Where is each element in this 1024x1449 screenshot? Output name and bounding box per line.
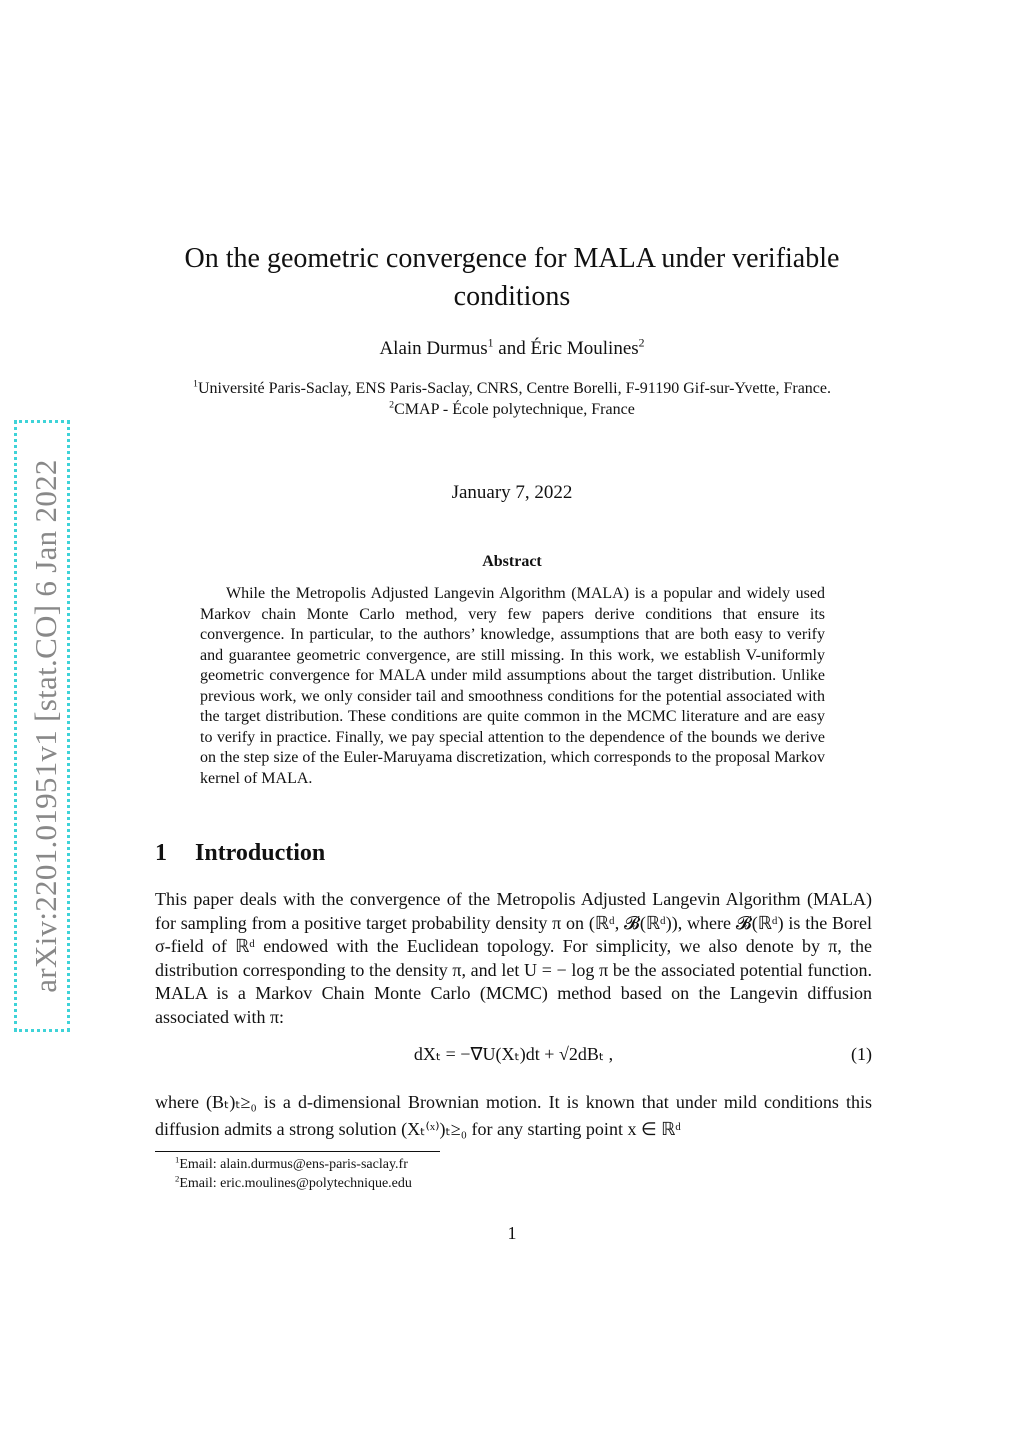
paper-date: January 7, 2022 [451, 482, 573, 503]
arxiv-stamp: arXiv:2201.01951v1 [stat.CO] 6 Jan 2022 [28, 459, 63, 993]
footnote-divider [155, 1151, 440, 1152]
author-mark: 2 [638, 336, 645, 350]
equation-number: (1) [851, 1044, 872, 1064]
section-number: 1 [155, 840, 167, 866]
affiliations [160, 378, 864, 420]
footnote [175, 1155, 412, 1174]
equation-1 [155, 1044, 872, 1070]
equation-body: dXₜ = −∇U(Xₜ)dt + √2dBₜ , [413, 1044, 614, 1064]
author-list [160, 338, 864, 360]
intro-paragraph-1: This paper deals with the convergence of the Metropolis Adjusted Langevin Algorithm (MALA) for sampling from a positive target probability density π on (ℝᵈ, 𝓑(ℝᵈ)), where 𝓑(ℝᵈ) is the Borel σ-field of ℝᵈ endowed with the Euclidean topology. For simplicity, we also denote by π, the distribution corresponding to the density π, and let U = − log π be the associated potential function. MALA is a Markov Chain Monte Carlo (MCMC) method based on the Langevin diffusion associated with π: [155, 889, 872, 1027]
section-title: Introduction [195, 840, 326, 866]
affiliation-text: Université Paris-Saclay, ENS Paris-Saclay, CNRS, Centre Borelli, F-91190 Gif-sur-Yvette, France. [197, 380, 831, 397]
footnote [175, 1174, 412, 1193]
author-name: Éric Moulines [530, 338, 639, 359]
abstract-heading: Abstract [482, 553, 542, 570]
author-name: Alain Durmus [379, 338, 488, 359]
page-number: 1 [507, 1223, 517, 1243]
affiliation-text: CMAP - École polytechnique, France [394, 401, 635, 418]
affiliation [160, 378, 864, 399]
paper-title: On the geometric convergence for MALA under verifiable conditions [184, 243, 840, 312]
section-heading [155, 840, 325, 867]
intro-paragraph-2: where (Bₜ)ₜ≥₀ is a d-dimensional Brownian motion. It is known that under mild conditions this diffusion admits a strong solution (Xₜ⁽ˣ⁾)ₜ≥₀ for any starting point x ∈ ℝᵈ [155, 1092, 872, 1139]
author-mark: 1 [487, 336, 494, 350]
footnotes [175, 1155, 412, 1193]
authors-joiner: and [498, 338, 526, 359]
affiliation-mark: 2 [389, 399, 395, 411]
footnote-text: Email: eric.moulines@polytechnique.edu [179, 1176, 412, 1191]
abstract-text: While the Metropolis Adjusted Langevin Algorithm (MALA) is a popular and widely used Markov chain Monte Carlo method, very few papers derive conditions that ensure its convergence. In particular, to the authors’ knowledge, assumptions that are both easy to verify and guarantee geometric convergence, are still missing. In this work, we establish V-uniformly geometric convergence for MALA under mild assumptions about the target distribution. Unlike previous work, we only consider tail and smoothness conditions for the potential associated with the target distribution. These conditions are quite common in the MCMC literature and are easy to verify in practice. Finally, we pay special attention to the dependence of the bounds we derive on the step size of the Euler-Maruyama discretization, which corresponds to the proposal Markov kernel of MALA. [200, 585, 825, 787]
affiliation [160, 399, 864, 420]
affiliation-mark: 1 [192, 378, 198, 390]
footnote-mark: 1 [175, 1154, 180, 1165]
footnote-text: Email: alain.durmus@ens-paris-saclay.fr [179, 1157, 408, 1172]
footnote-mark: 2 [175, 1173, 180, 1184]
